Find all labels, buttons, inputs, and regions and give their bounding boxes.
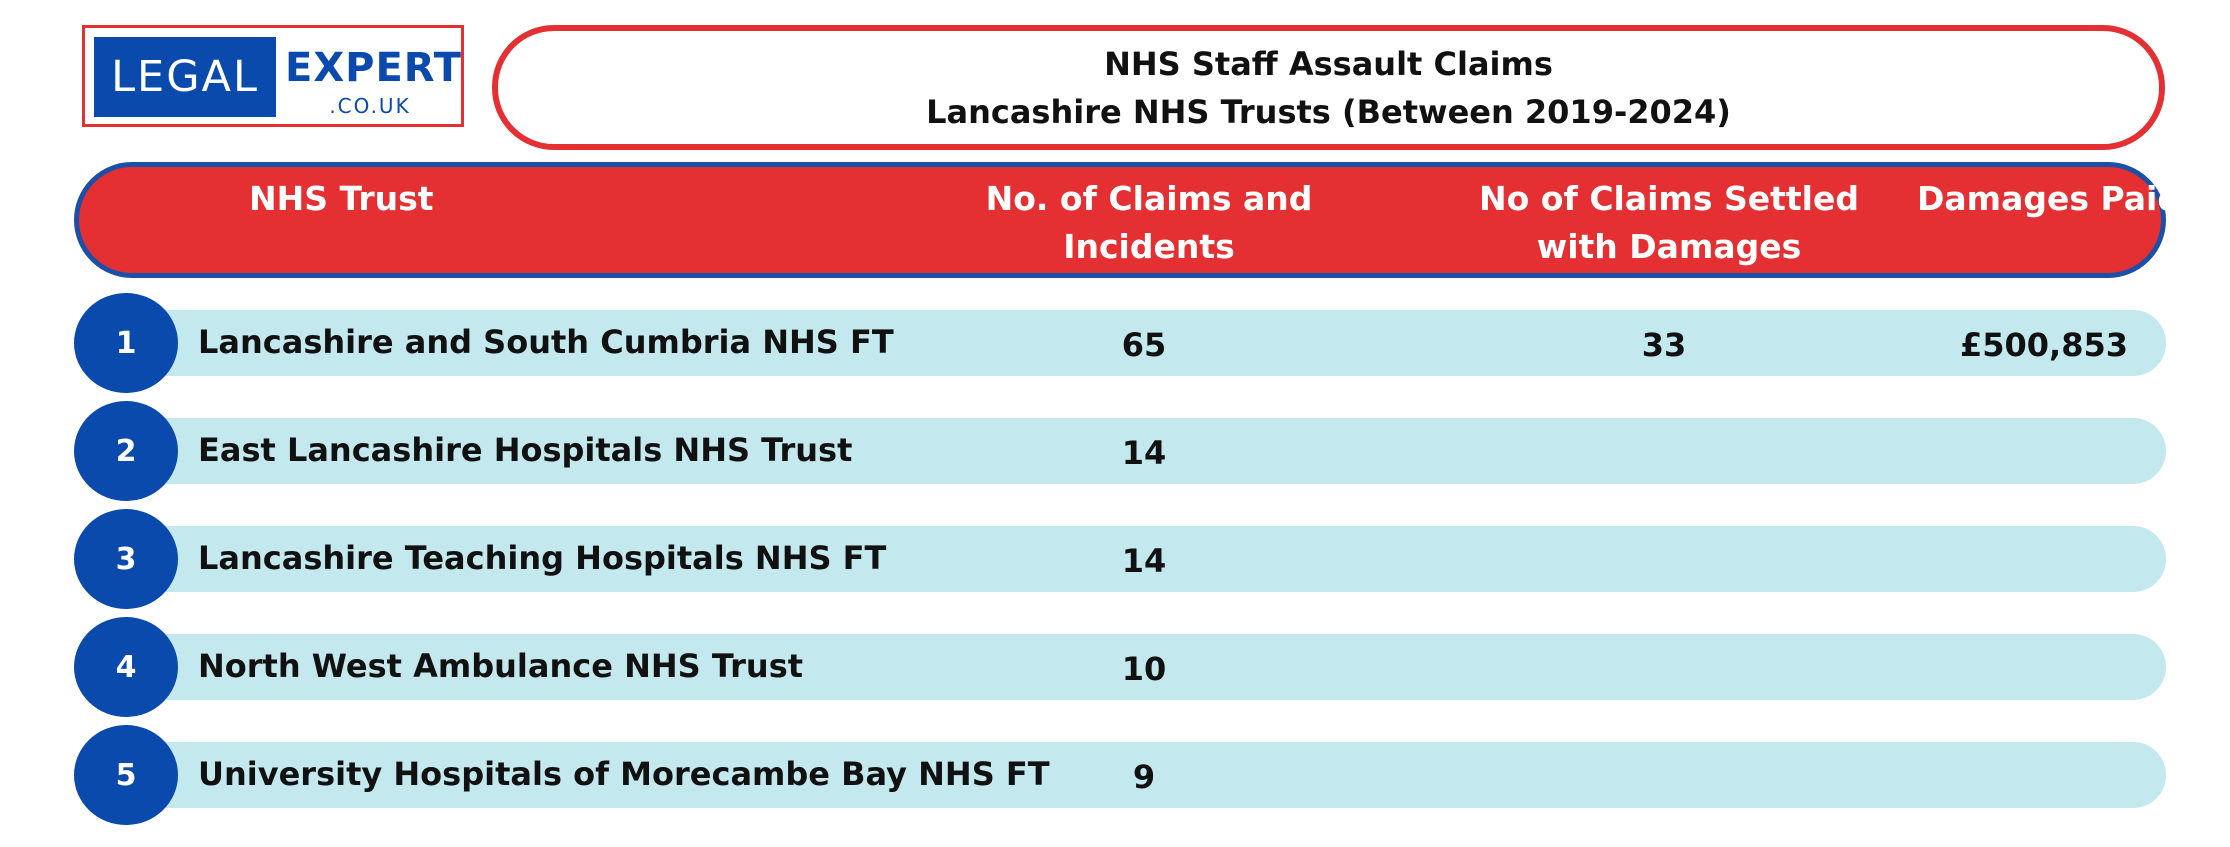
table-row [74,293,2166,393]
table-row [74,617,2166,717]
trust-name: East Lancashire Hospitals NHS Trust [198,431,853,469]
header-claims-line-2: Incidents [1063,227,1235,266]
column-header-damages [1879,175,2219,223]
trust-name: Lancashire Teaching Hospitals NHS FT [198,539,887,577]
rank-badge: 5 [74,725,178,825]
header-claims-line-1: No. of Claims and [985,179,1313,218]
header-damages-line: Damages Paid [1917,179,2181,218]
rank-badge: 1 [74,293,178,393]
claims-value: 10 [1121,650,1167,688]
settled-value: 33 [1641,326,1687,364]
table-row [74,509,2166,609]
column-header-claims [939,175,1359,271]
header-settled-line-1: No of Claims Settled [1479,179,1859,218]
damages-value: £500,853 [1959,326,2128,364]
logo-expert-text: EXPERT [285,45,463,91]
chart-subtitle: Lancashire NHS Trusts (Between 2019-2024) [926,92,1731,131]
logo-legal-block: LEGAL [94,37,276,117]
rank-badge: 3 [74,509,178,609]
logo-domain-text: .CO.UK [329,94,411,118]
column-header-settled [1439,175,1899,271]
claims-value: 65 [1121,326,1167,364]
table-row [74,401,2166,501]
chart-title-box [492,25,2165,150]
table-row [74,725,2166,825]
header-settled-line-2: with Damages [1536,227,1802,266]
claims-value: 14 [1121,542,1167,580]
table-header [74,162,2181,278]
trust-name: University Hospitals of Morecambe Bay NHS FT [198,755,1050,793]
rank-badge: 2 [74,401,178,501]
trust-name: Lancashire and South Cumbria NHS FT [198,323,894,361]
trust-name: North West Ambulance NHS Trust [198,647,804,685]
claims-value: 14 [1121,434,1167,472]
legal-expert-logo[interactable] [82,25,464,127]
claims-value: 9 [1132,758,1156,796]
header-trust-line: NHS Trust [249,179,434,218]
column-header-trust [249,175,549,223]
chart-title: NHS Staff Assault Claims [1104,44,1553,83]
rank-badge: 4 [74,617,178,717]
